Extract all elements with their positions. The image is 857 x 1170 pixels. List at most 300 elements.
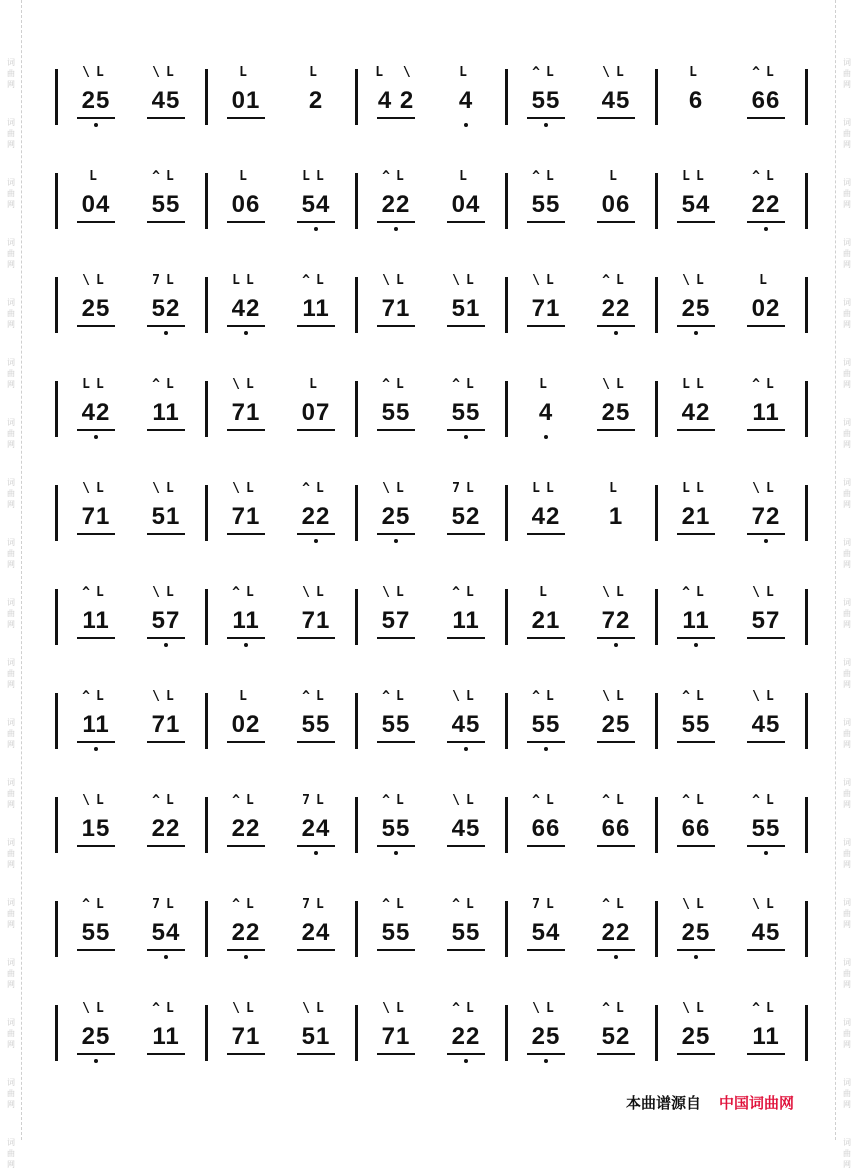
watermark-char: 曲 bbox=[7, 729, 15, 738]
watermark-char: 词 bbox=[843, 658, 851, 667]
watermark-char: 曲 bbox=[843, 1029, 851, 1038]
note-digits: 22 bbox=[301, 503, 331, 530]
note-group bbox=[431, 471, 501, 561]
note-group bbox=[511, 55, 581, 145]
bowing-mark: ^L bbox=[82, 585, 110, 600]
measure bbox=[211, 991, 351, 1081]
note-group bbox=[731, 367, 801, 457]
watermark-char: 曲 bbox=[843, 969, 851, 978]
octave-dot bbox=[614, 331, 618, 335]
beam-line bbox=[527, 325, 565, 327]
note-group bbox=[511, 367, 581, 457]
bowing-mark: \L bbox=[382, 585, 410, 600]
bowing-mark: \L bbox=[532, 273, 560, 288]
note-group bbox=[211, 471, 281, 561]
note-digits: 22 bbox=[451, 1023, 481, 1050]
watermark-char: 词 bbox=[7, 1138, 15, 1147]
beam-line bbox=[677, 637, 715, 639]
octave-dot bbox=[164, 331, 168, 335]
bowing-mark: \L bbox=[452, 793, 480, 808]
watermark-char: 词 bbox=[843, 778, 851, 787]
watermark-char: 词 bbox=[843, 358, 851, 367]
bar-line bbox=[655, 589, 658, 645]
note-digits: 11 bbox=[302, 295, 330, 322]
bar-line bbox=[655, 797, 658, 853]
watermark-char: 网 bbox=[7, 980, 15, 989]
beam-line bbox=[527, 117, 565, 119]
beam-line bbox=[297, 221, 335, 223]
note-group bbox=[581, 679, 651, 769]
beam-line bbox=[597, 325, 635, 327]
beam-line bbox=[227, 741, 265, 743]
bowing-mark: 7L bbox=[152, 273, 180, 288]
score-row bbox=[55, 575, 815, 679]
beam-line bbox=[447, 741, 485, 743]
watermark-char: 词 bbox=[7, 778, 15, 787]
bowing-mark: \L bbox=[452, 273, 480, 288]
bar-line bbox=[805, 901, 808, 957]
bowing-mark: L bbox=[89, 169, 103, 184]
bowing-mark: ^L bbox=[682, 689, 710, 704]
beam-line bbox=[677, 429, 715, 431]
note-group bbox=[431, 991, 501, 1081]
bar-line bbox=[55, 277, 58, 333]
octave-dot bbox=[94, 435, 98, 439]
beam-line bbox=[147, 637, 185, 639]
score-row bbox=[55, 679, 815, 783]
note-group bbox=[281, 575, 351, 665]
watermark-char: 曲 bbox=[7, 669, 15, 678]
beam-line bbox=[147, 845, 185, 847]
note-group bbox=[211, 367, 281, 457]
note-group bbox=[731, 575, 801, 665]
watermark-char: 曲 bbox=[7, 129, 15, 138]
watermark-char: 词 bbox=[7, 58, 15, 67]
beam-line bbox=[147, 221, 185, 223]
octave-dot bbox=[314, 227, 318, 231]
bowing-mark: L bbox=[689, 65, 703, 80]
note-digits: 45 bbox=[601, 87, 631, 114]
watermark-char: 词 bbox=[843, 58, 851, 67]
beam-line bbox=[747, 949, 785, 951]
note-digits: 02 bbox=[231, 711, 261, 738]
bowing-mark: ^L bbox=[382, 793, 410, 808]
note-group bbox=[511, 887, 581, 977]
bowing-mark: LL bbox=[302, 169, 330, 184]
bar-line bbox=[505, 901, 508, 957]
bar-line bbox=[805, 381, 808, 437]
bowing-mark: \L bbox=[232, 1001, 260, 1016]
watermark-char: 网 bbox=[843, 560, 851, 569]
score-row bbox=[55, 55, 815, 159]
octave-dot bbox=[544, 435, 548, 439]
watermark-char: 曲 bbox=[843, 669, 851, 678]
note-group bbox=[281, 263, 351, 353]
bowing-mark: LL bbox=[232, 273, 260, 288]
beam-line bbox=[227, 845, 265, 847]
note-digits: 66 bbox=[681, 815, 711, 842]
beam-line bbox=[377, 429, 415, 431]
measure bbox=[61, 783, 201, 873]
octave-dot bbox=[394, 227, 398, 231]
beam-line bbox=[527, 1053, 565, 1055]
measure bbox=[361, 575, 501, 665]
watermark-char: 曲 bbox=[7, 549, 15, 558]
beam-line bbox=[377, 325, 415, 327]
watermark-char: 曲 bbox=[7, 429, 15, 438]
note-digits: 57 bbox=[751, 607, 781, 634]
watermark-char: 曲 bbox=[7, 1149, 15, 1158]
bowing-mark: \L bbox=[752, 585, 780, 600]
bar-line bbox=[805, 485, 808, 541]
note-digits: 24 bbox=[301, 815, 331, 842]
note-group bbox=[211, 679, 281, 769]
bowing-mark: L bbox=[759, 273, 773, 288]
bar-line bbox=[205, 69, 208, 125]
note-digits: 21 bbox=[531, 607, 561, 634]
octave-dot bbox=[94, 1059, 98, 1063]
beam-line bbox=[77, 741, 115, 743]
note-group bbox=[361, 263, 431, 353]
measure bbox=[211, 783, 351, 873]
note-digits: 11 bbox=[452, 607, 480, 634]
note-digits: 22 bbox=[751, 191, 781, 218]
note-group bbox=[731, 263, 801, 353]
source-label: 本曲谱源自 bbox=[626, 1094, 702, 1112]
beam-line bbox=[447, 325, 485, 327]
beam-line bbox=[377, 221, 415, 223]
beam-line bbox=[297, 949, 335, 951]
note-digits: 66 bbox=[531, 815, 561, 842]
note-group bbox=[511, 159, 581, 249]
beam-line bbox=[747, 325, 785, 327]
note-digits: 42 bbox=[681, 399, 711, 426]
note-digits: 66 bbox=[601, 815, 631, 842]
measure bbox=[661, 263, 801, 353]
note-digits: 54 bbox=[301, 191, 331, 218]
note-group bbox=[431, 55, 501, 145]
measure bbox=[361, 679, 501, 769]
measure bbox=[661, 783, 801, 873]
bar-line bbox=[505, 693, 508, 749]
bowing-mark: \L bbox=[82, 273, 110, 288]
note-group bbox=[431, 367, 501, 457]
watermark-char: 曲 bbox=[7, 909, 15, 918]
note-digits: 4 bbox=[458, 87, 474, 114]
note-digits: 52 bbox=[151, 295, 181, 322]
note-group bbox=[661, 575, 731, 665]
score-row bbox=[55, 991, 815, 1095]
watermark-char: 曲 bbox=[843, 189, 851, 198]
note-group bbox=[281, 887, 351, 977]
bowing-mark: \L bbox=[602, 585, 630, 600]
octave-dot bbox=[94, 123, 98, 127]
beam-line bbox=[297, 325, 335, 327]
note-digits: 22 bbox=[151, 815, 181, 842]
note-group bbox=[131, 887, 201, 977]
note-group bbox=[361, 783, 431, 873]
octave-dot bbox=[314, 539, 318, 543]
measure bbox=[661, 159, 801, 249]
note-group bbox=[661, 159, 731, 249]
bowing-mark: \L bbox=[152, 65, 180, 80]
note-digits: 25 bbox=[381, 503, 411, 530]
note-group bbox=[731, 159, 801, 249]
beam-line bbox=[447, 845, 485, 847]
note-group bbox=[61, 991, 131, 1081]
measure bbox=[511, 367, 651, 457]
bar-line bbox=[55, 69, 58, 125]
watermark-char: 词 bbox=[843, 178, 851, 187]
bowing-mark: ^L bbox=[532, 689, 560, 704]
note-group bbox=[731, 679, 801, 769]
note-group bbox=[431, 887, 501, 977]
measure bbox=[61, 367, 201, 457]
note-group bbox=[581, 575, 651, 665]
note-group bbox=[211, 159, 281, 249]
note-group bbox=[661, 991, 731, 1081]
bowing-mark: ^L bbox=[302, 273, 330, 288]
bar-line bbox=[355, 1005, 358, 1061]
watermark-char: 网 bbox=[7, 1100, 15, 1109]
watermark-char: 词 bbox=[7, 958, 15, 967]
beam-line bbox=[597, 741, 635, 743]
watermark-char: 曲 bbox=[7, 489, 15, 498]
note-group bbox=[61, 367, 131, 457]
watermark-char: 词 bbox=[843, 958, 851, 967]
bowing-mark: 7L bbox=[152, 897, 180, 912]
note-digits: 25 bbox=[81, 295, 111, 322]
watermark-char: 词 bbox=[843, 298, 851, 307]
watermark-char: 网 bbox=[7, 380, 15, 389]
bar-line bbox=[205, 797, 208, 853]
bar-line bbox=[505, 69, 508, 125]
bar-line bbox=[355, 173, 358, 229]
note-group bbox=[731, 991, 801, 1081]
watermark-char: 词 bbox=[843, 238, 851, 247]
beam-line bbox=[527, 949, 565, 951]
watermark-char: 网 bbox=[7, 1160, 15, 1169]
bar-line bbox=[505, 485, 508, 541]
watermark-char: 网 bbox=[843, 260, 851, 269]
beam-line bbox=[597, 949, 635, 951]
octave-dot bbox=[544, 1059, 548, 1063]
note-digits: 55 bbox=[531, 191, 561, 218]
measure bbox=[361, 887, 501, 977]
watermark-char: 词 bbox=[7, 358, 15, 367]
score-row bbox=[55, 887, 815, 991]
bar-line bbox=[205, 485, 208, 541]
score-row bbox=[55, 783, 815, 887]
octave-dot bbox=[764, 227, 768, 231]
note-digits: 45 bbox=[151, 87, 181, 114]
note-group bbox=[661, 783, 731, 873]
measure bbox=[511, 159, 651, 249]
bowing-mark: L bbox=[459, 65, 473, 80]
bowing-mark: ^L bbox=[232, 897, 260, 912]
bowing-mark: ^L bbox=[752, 377, 780, 392]
note-digits: 51 bbox=[151, 503, 181, 530]
note-group bbox=[581, 991, 651, 1081]
note-group bbox=[431, 159, 501, 249]
note-group bbox=[361, 55, 431, 145]
bar-line bbox=[505, 381, 508, 437]
beam-line bbox=[297, 429, 335, 431]
note-group bbox=[511, 575, 581, 665]
beam-line bbox=[677, 325, 715, 327]
note-group bbox=[431, 575, 501, 665]
bowing-mark: L bbox=[459, 169, 473, 184]
note-group bbox=[211, 783, 281, 873]
measure bbox=[511, 575, 651, 665]
bowing-mark: \L bbox=[752, 897, 780, 912]
note-digits: 55 bbox=[301, 711, 331, 738]
site-name-link[interactable]: 中国词曲网 bbox=[719, 1094, 795, 1112]
bowing-mark: 7L bbox=[302, 897, 330, 912]
bar-line bbox=[805, 173, 808, 229]
watermark-char: 曲 bbox=[843, 309, 851, 318]
bowing-mark: 7L bbox=[302, 793, 330, 808]
bar-line bbox=[55, 381, 58, 437]
note-digits: 51 bbox=[301, 1023, 331, 1050]
bowing-mark: \L bbox=[602, 377, 630, 392]
beam-line bbox=[227, 1053, 265, 1055]
beam-line bbox=[147, 325, 185, 327]
watermark-char: 词 bbox=[7, 238, 15, 247]
measure bbox=[211, 55, 351, 145]
measure bbox=[61, 159, 201, 249]
bowing-mark: L bbox=[609, 481, 623, 496]
watermark-char: 词 bbox=[843, 1018, 851, 1027]
note-digits: 11 bbox=[82, 711, 110, 738]
bar-line bbox=[805, 1005, 808, 1061]
note-group bbox=[211, 55, 281, 145]
octave-dot bbox=[764, 539, 768, 543]
beam-line bbox=[597, 845, 635, 847]
octave-dot bbox=[244, 643, 248, 647]
bar-line bbox=[505, 277, 508, 333]
bowing-mark: \L bbox=[602, 65, 630, 80]
note-group bbox=[281, 471, 351, 561]
note-group bbox=[281, 159, 351, 249]
note-digits: 55 bbox=[151, 191, 181, 218]
watermark-char: 曲 bbox=[7, 189, 15, 198]
note-group bbox=[131, 263, 201, 353]
note-group bbox=[61, 55, 131, 145]
bowing-mark: \L bbox=[302, 1001, 330, 1016]
bowing-mark: ^L bbox=[452, 897, 480, 912]
watermark-char: 词 bbox=[843, 418, 851, 427]
bowing-mark: ^L bbox=[152, 1001, 180, 1016]
bowing-mark: ^L bbox=[752, 169, 780, 184]
note-group bbox=[431, 783, 501, 873]
beam-line bbox=[227, 221, 265, 223]
note-group bbox=[431, 679, 501, 769]
note-group bbox=[731, 55, 801, 145]
octave-dot bbox=[94, 747, 98, 751]
watermark-char: 网 bbox=[843, 440, 851, 449]
bar-line bbox=[505, 589, 508, 645]
watermark-char: 词 bbox=[843, 1138, 851, 1147]
note-digits: 45 bbox=[451, 815, 481, 842]
note-digits: 71 bbox=[81, 503, 111, 530]
bowing-mark: \L bbox=[682, 897, 710, 912]
note-group bbox=[511, 263, 581, 353]
note-group bbox=[581, 263, 651, 353]
watermark-char: 曲 bbox=[843, 129, 851, 138]
bowing-mark: ^L bbox=[82, 689, 110, 704]
bowing-mark: L bbox=[609, 169, 623, 184]
note-digits: 55 bbox=[381, 399, 411, 426]
watermark-char: 网 bbox=[7, 440, 15, 449]
bar-line bbox=[55, 693, 58, 749]
watermark-char: 曲 bbox=[7, 69, 15, 78]
beam-line bbox=[597, 429, 635, 431]
bowing-mark: LL bbox=[82, 377, 110, 392]
note-digits: 55 bbox=[451, 919, 481, 946]
watermark-char: 曲 bbox=[7, 609, 15, 618]
measure bbox=[211, 679, 351, 769]
bowing-mark: \L bbox=[82, 65, 110, 80]
right-watermark-strip bbox=[835, 0, 857, 1169]
watermark-char: 词 bbox=[7, 178, 15, 187]
octave-dot bbox=[244, 955, 248, 959]
bar-line bbox=[505, 797, 508, 853]
note-digits: 51 bbox=[451, 295, 481, 322]
note-group bbox=[361, 679, 431, 769]
note-digits: 52 bbox=[451, 503, 481, 530]
watermark-char: 网 bbox=[843, 680, 851, 689]
bowing-mark: L bbox=[539, 585, 553, 600]
watermark-char: 网 bbox=[7, 680, 15, 689]
note-digits: 25 bbox=[81, 1023, 111, 1050]
note-digits: 11 bbox=[82, 607, 110, 634]
note-group bbox=[61, 679, 131, 769]
bowing-mark: L bbox=[309, 377, 323, 392]
octave-dot bbox=[464, 435, 468, 439]
note-digits: 25 bbox=[681, 919, 711, 946]
beam-line bbox=[677, 741, 715, 743]
beam-line bbox=[677, 949, 715, 951]
note-group bbox=[581, 159, 651, 249]
note-group bbox=[361, 887, 431, 977]
watermark-char: 曲 bbox=[843, 609, 851, 618]
note-digits: 07 bbox=[301, 399, 331, 426]
note-group bbox=[661, 679, 731, 769]
bowing-mark: \L bbox=[752, 689, 780, 704]
bowing-mark: ^L bbox=[452, 1001, 480, 1016]
note-group bbox=[731, 783, 801, 873]
beam-line bbox=[297, 637, 335, 639]
note-group bbox=[361, 367, 431, 457]
note-digits: 66 bbox=[751, 87, 781, 114]
octave-dot bbox=[544, 747, 548, 751]
bowing-mark: L bbox=[239, 689, 253, 704]
note-digits: 6 bbox=[688, 87, 704, 114]
bowing-mark: ^L bbox=[232, 793, 260, 808]
beam-line bbox=[227, 117, 265, 119]
bowing-mark: ^L bbox=[752, 793, 780, 808]
bowing-mark: LL bbox=[682, 169, 710, 184]
beam-line bbox=[297, 1053, 335, 1055]
bar-line bbox=[805, 797, 808, 853]
jianpu-score bbox=[55, 55, 815, 1095]
note-digits: 72 bbox=[601, 607, 631, 634]
bowing-mark: L bbox=[309, 65, 323, 80]
note-digits: 55 bbox=[531, 711, 561, 738]
measure bbox=[361, 263, 501, 353]
beam-line bbox=[147, 741, 185, 743]
